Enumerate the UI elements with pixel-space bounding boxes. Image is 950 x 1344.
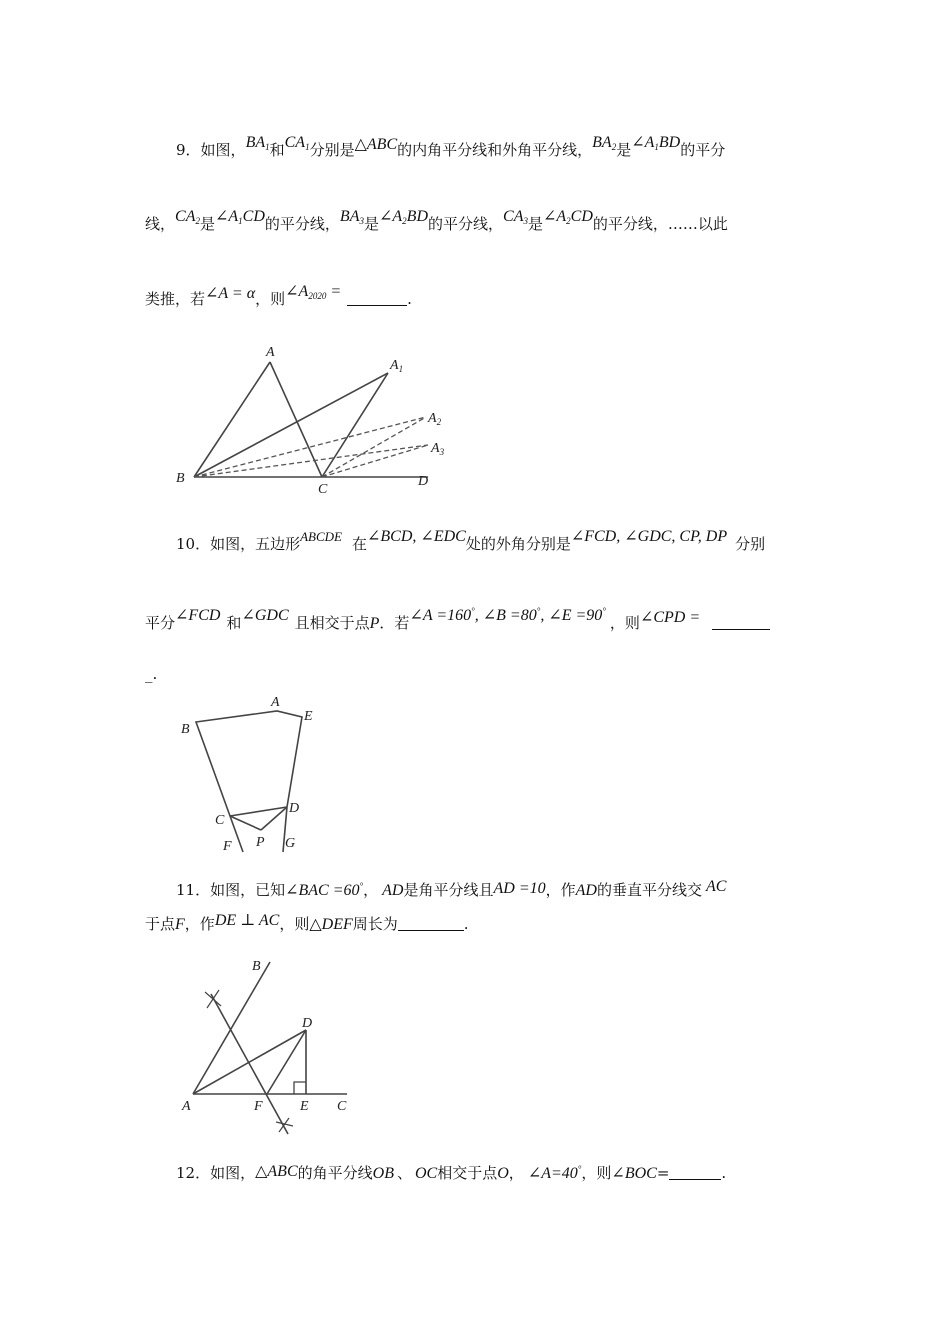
- text: 和: [226, 614, 242, 632]
- text: .: [407, 290, 412, 308]
- math: , ∠E =90: [540, 607, 603, 624]
- label-e: E: [300, 1099, 309, 1114]
- text: 12．如图，: [176, 1164, 256, 1182]
- line-ba2: [194, 417, 426, 477]
- answer-blank: [347, 291, 407, 306]
- q10-line-3: [145, 664, 157, 684]
- subscript: 2: [566, 216, 571, 226]
- text: .: [463, 915, 469, 933]
- label-sub: 1: [398, 364, 404, 374]
- math-ca1: [285, 134, 310, 151]
- text: .: [721, 1164, 727, 1182]
- label-a: A: [182, 1099, 191, 1114]
- line-ba3: [194, 445, 428, 477]
- math: ∠A=40: [527, 1165, 578, 1182]
- math-angle-bac: [285, 882, 363, 899]
- text: ，: [508, 1164, 524, 1182]
- label: A: [431, 441, 440, 456]
- math-ca2: [175, 208, 200, 225]
- text: 于点: [145, 915, 176, 933]
- label: A: [390, 358, 399, 373]
- subscript: 3: [359, 216, 364, 226]
- math-triangle-abc: △ABC: [255, 1163, 298, 1180]
- degree: °: [602, 606, 606, 616]
- line-ab: [193, 962, 270, 1094]
- math: ∠A: [285, 283, 309, 300]
- math-ad: AD: [382, 882, 404, 899]
- degree: °: [471, 606, 475, 616]
- label-f: F: [223, 839, 232, 854]
- text: ，则: [279, 915, 310, 933]
- math-ba1: [246, 134, 270, 151]
- math-ba3: [340, 208, 364, 225]
- right-angle-mark: [294, 1082, 306, 1094]
- label-d: D: [418, 474, 429, 489]
- label-d: D: [302, 1016, 313, 1031]
- label-a3: [430, 441, 445, 457]
- subscript: 2: [195, 216, 200, 226]
- text: ，: [363, 881, 379, 899]
- text: 11．如图，已知: [176, 881, 286, 899]
- line-df: [267, 1030, 306, 1094]
- math-angles-bcd-edc: ∠BCD, ∠EDC: [367, 528, 466, 545]
- degree: °: [536, 606, 541, 616]
- label-p: P: [256, 835, 265, 850]
- text: 线，: [145, 215, 176, 233]
- line-ca3: [322, 445, 428, 477]
- text: =: [656, 1164, 670, 1182]
- pentagon-edges: [196, 711, 302, 816]
- math-o: O: [497, 1165, 509, 1182]
- perpendicular-bisector: [211, 994, 288, 1134]
- math-p: P: [369, 615, 380, 632]
- math-angle-values: [409, 607, 605, 624]
- line-ca1: [322, 373, 388, 477]
- q9-line-2: [145, 208, 728, 239]
- text: 在: [351, 535, 367, 553]
- math: , ∠B =80: [474, 607, 537, 624]
- label: A: [428, 411, 437, 426]
- text: 的平分: [680, 141, 726, 159]
- q9-line-3: [145, 283, 412, 314]
- math-angle-boc: ∠BOC: [611, 1165, 657, 1182]
- degree: °: [577, 1164, 582, 1174]
- math: ∠A: [378, 208, 403, 225]
- math-angle-gdc: ∠GDC: [241, 607, 289, 624]
- subscript: 2: [402, 216, 407, 226]
- math-fcd-gdc-cp-dp: ∠FCD, ∠GDC, CP, DP: [570, 528, 728, 545]
- text: 且相交于点: [294, 614, 370, 632]
- math-ba2: [592, 134, 616, 151]
- math: ∠A: [214, 208, 239, 225]
- math: BD: [406, 208, 428, 225]
- math: BD: [658, 134, 681, 151]
- math-ac: AC: [705, 878, 727, 895]
- label-b: B: [181, 722, 190, 737]
- q11-figure: [175, 950, 360, 1145]
- text: 的内角平分线和外角平分线，: [397, 141, 593, 159]
- text: 是: [199, 215, 215, 233]
- math: CD: [570, 208, 593, 225]
- math-angle-a: [528, 1165, 582, 1182]
- math-angle-a2bd: [379, 208, 428, 225]
- math: CD: [242, 208, 265, 225]
- degree: °: [359, 881, 364, 891]
- math-angle-cpd: ∠CPD =: [639, 609, 701, 626]
- text: ，则: [581, 1164, 612, 1182]
- text: 的平分线，: [264, 215, 340, 233]
- label-a: A: [271, 695, 280, 710]
- label-a2: [427, 411, 442, 427]
- q10-figure: [175, 690, 335, 855]
- math-triangle-def: △DEF: [309, 916, 353, 933]
- math-ob: OB: [372, 1165, 394, 1182]
- text: ，则: [255, 290, 286, 308]
- text: 类推，若: [145, 290, 206, 308]
- label-c: C: [318, 482, 328, 495]
- subscript: 2: [611, 142, 617, 152]
- text: 是角平分线且: [403, 881, 494, 899]
- label-c: C: [337, 1099, 347, 1114]
- q11-line-2: [145, 914, 469, 935]
- math: ∠A: [542, 208, 567, 225]
- label-sub: 3: [439, 447, 445, 457]
- text: ，作: [184, 915, 215, 933]
- q10-line-1: [176, 528, 766, 555]
- math-angle-fcd: ∠FCD: [175, 607, 221, 624]
- math: BA: [592, 134, 612, 151]
- math-f: F: [175, 916, 185, 933]
- label-b: B: [176, 471, 185, 486]
- label-a1: [389, 358, 403, 374]
- subscript: 1: [654, 142, 659, 152]
- math-angle-a2020: [285, 283, 341, 300]
- text: 分别是: [309, 141, 355, 159]
- math: CA: [503, 208, 524, 225]
- line-ac: [270, 362, 322, 477]
- math: BA: [245, 134, 266, 151]
- subscript: 2020: [308, 291, 327, 301]
- text: 是: [527, 215, 543, 233]
- math: ∠A: [631, 134, 655, 151]
- math-angle-a1cd: [215, 208, 265, 225]
- label-e: E: [304, 709, 313, 724]
- q9-line-1: [176, 134, 726, 165]
- math-angle-a2cd: [543, 208, 593, 225]
- label-c: C: [215, 813, 225, 828]
- text: 和: [269, 141, 285, 159]
- math-de-perp-ac: DE ⊥ AC: [214, 912, 280, 929]
- subscript: 1: [238, 216, 243, 226]
- text: 处的外角分别是: [465, 535, 571, 553]
- text: 分别: [735, 535, 766, 553]
- subscript: 1: [305, 142, 310, 152]
- math: ∠BAC =60: [285, 882, 360, 899]
- math-abcde: ABCDE: [300, 529, 342, 544]
- answer-blank: [669, 1165, 721, 1180]
- label-f: F: [254, 1099, 263, 1114]
- math: CA: [175, 208, 196, 225]
- answer-blank: [398, 916, 464, 931]
- line-ba1: [194, 373, 388, 477]
- subscript: 1: [265, 142, 270, 152]
- text: 如图，: [200, 141, 246, 159]
- text: 平分: [145, 614, 176, 632]
- q9-number: 9．: [176, 141, 201, 159]
- math: =: [326, 283, 342, 300]
- text: ，则: [609, 614, 640, 632]
- text: 周长为: [352, 915, 398, 933]
- label-a: A: [266, 345, 275, 360]
- math: CA: [284, 134, 306, 151]
- answer-blank: [712, 615, 770, 630]
- text: 的平分线，……以此: [592, 215, 728, 233]
- subscript: 3: [523, 216, 528, 226]
- text: 、: [396, 1164, 412, 1182]
- text: ．若: [379, 614, 410, 632]
- line-ad: [193, 1030, 306, 1094]
- text: _.: [145, 665, 158, 683]
- math-angle-a1bd: [631, 134, 680, 151]
- math-angle-a-alpha: ∠A = α: [205, 285, 256, 302]
- math: BA: [339, 208, 360, 225]
- text: 的垂直平分线交: [596, 881, 702, 899]
- q9-figure: [170, 340, 460, 495]
- label-d: D: [289, 801, 300, 816]
- text: 相交于点: [437, 1164, 498, 1182]
- math-ad-10: AD =10: [493, 880, 546, 897]
- q10-line-2: [145, 606, 770, 634]
- text: 的平分线，: [428, 215, 504, 233]
- text: 10．如图，五边形: [176, 535, 301, 553]
- math-ca3: [503, 208, 528, 225]
- q11-line-1: [176, 876, 726, 901]
- text: 是: [363, 215, 379, 233]
- text: 是: [616, 141, 632, 159]
- label-sub: 2: [436, 417, 442, 427]
- q12-line-1: [176, 1159, 726, 1184]
- text: 的角平分线: [297, 1164, 373, 1182]
- label-g: G: [285, 836, 296, 851]
- text: ，作: [545, 881, 576, 899]
- label-b: B: [252, 959, 261, 974]
- math-triangle-abc: △ABC: [354, 136, 398, 153]
- math-ad: AD: [575, 882, 597, 899]
- math: ∠A =160: [409, 607, 472, 624]
- math-oc: OC: [414, 1165, 438, 1182]
